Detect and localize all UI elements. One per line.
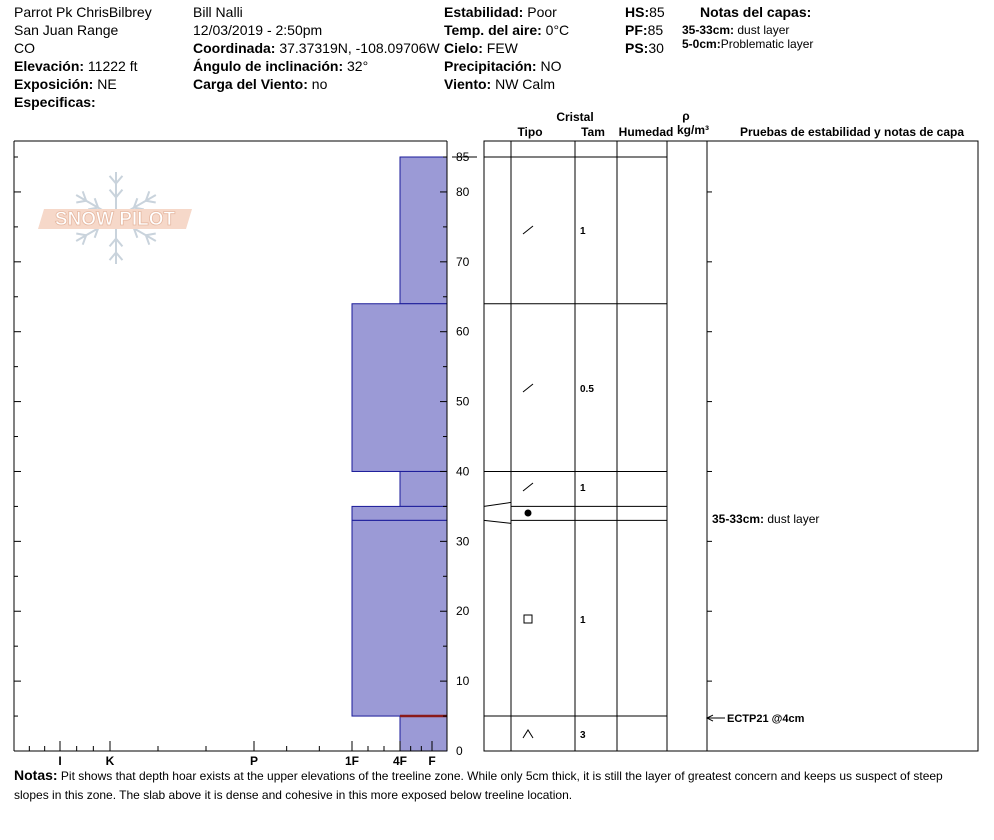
air-temperature: [444, 22, 569, 39]
hardness-bar: [352, 304, 447, 472]
depth-tick-label: 85: [456, 150, 470, 164]
hardness-bar: [400, 157, 447, 304]
air-temperature-value: 0°C: [545, 22, 570, 38]
observation-datetime: 12/03/2019 - 2:50pm: [193, 22, 323, 38]
facet-crystal-icon: [523, 226, 533, 234]
wind-label: Viento:: [444, 76, 492, 92]
depth-tick-label: 10: [456, 674, 470, 689]
depth-hoar-icon: [523, 730, 533, 738]
location-name: Parrot Pk ChrisBilbrey: [14, 4, 152, 20]
total-snow-height: [625, 4, 665, 21]
stability-test-label: ECTP21 @4cm: [727, 713, 805, 726]
ps-label: PS:: [625, 40, 649, 56]
hardness-bar: [352, 506, 447, 520]
crystal-header: Cristal: [556, 110, 594, 124]
hardness-tick-label: P: [249, 754, 259, 768]
elevation: [14, 58, 137, 75]
ice-layer-icon: [525, 510, 532, 517]
type-header: Tipo: [517, 125, 543, 139]
pf-label: PF:: [625, 22, 648, 38]
layer-note-range: 5-0cm:: [682, 37, 721, 51]
depth-tick-label: 40: [456, 464, 470, 479]
layer-table-frame: [484, 141, 978, 751]
elevation-value: 11222 ft: [87, 58, 138, 74]
hardness-bar: [352, 520, 447, 716]
observer-name: Bill Nalli: [193, 4, 243, 20]
layer-note-text: dust layer: [737, 23, 790, 37]
pit-depth: [625, 22, 663, 39]
density-unit-header: kg/m³: [676, 123, 710, 137]
crystal-size: 3: [580, 730, 586, 741]
wind-loading: [193, 76, 327, 93]
size-header: Tam: [581, 125, 605, 139]
crystal-size: 1: [580, 483, 586, 494]
precipitation-label: Precipitación:: [444, 58, 537, 74]
sky-cover-value: FEW: [486, 40, 518, 56]
faceted-crystal-icon: [524, 615, 532, 623]
depth-tick-label: 50: [456, 394, 470, 409]
elevation-label: Elevación:: [14, 58, 85, 74]
layer-notes-title: Notas del capas:: [700, 4, 812, 20]
coordinates-value: 37.37319N, -108.09706W: [279, 40, 440, 56]
hs-label: HS:: [625, 4, 650, 20]
hardness-bar: [400, 471, 447, 506]
table-connector-line: [484, 502, 511, 506]
crystal-size: 1: [580, 226, 586, 237]
hardness-bar: [400, 716, 447, 751]
stability: [444, 4, 557, 21]
air-temperature-label: Temp. del aire:: [444, 22, 542, 38]
stability-label: Estabilidad:: [444, 4, 524, 20]
wind-loading-label: Carga del Viento:: [193, 76, 308, 92]
tests-header: Pruebas de estabilidad y notas de capa: [739, 125, 965, 139]
stability-value: Poor: [527, 4, 557, 20]
aspect-label: Exposición:: [14, 76, 94, 92]
layer-annotation: [712, 512, 819, 526]
layer-annotation-range: 35-33cm:: [712, 512, 768, 526]
wind-value: NW Calm: [495, 76, 555, 92]
depth-tick-label: 20: [456, 604, 470, 619]
hardness-tick-label: 4F: [392, 754, 408, 768]
logo-text: SNOW PILOT: [54, 209, 176, 230]
precipitation: [444, 58, 561, 75]
hardness-tick-label: K: [105, 754, 115, 768]
sky-cover-label: Cielo:: [444, 40, 483, 56]
layer-note-1: [682, 23, 789, 37]
coordinates: [193, 40, 440, 57]
sky-cover: [444, 40, 518, 57]
mountain-range: San Juan Range: [14, 22, 119, 38]
layer-note-text: Problematic layer: [720, 37, 814, 51]
pf-value: 85: [647, 22, 664, 38]
hardness-tick-label: F: [428, 754, 436, 768]
crystal-size: 1: [580, 615, 586, 626]
slope-angle: [193, 58, 368, 75]
ps-value: 30: [648, 40, 664, 56]
layer-note-range: 35-33cm:: [682, 23, 735, 37]
penetration: [625, 40, 664, 57]
depth-tick-label: 0: [456, 744, 463, 758]
slope-angle-label: Ángulo de inclinación:: [193, 58, 344, 74]
notes-label: Notas:: [14, 767, 58, 783]
crystal-size: 0.5: [580, 384, 594, 395]
facet-crystal-icon: [523, 384, 533, 392]
coordinates-label: Coordinada:: [193, 40, 276, 56]
depth-tick-label: 30: [456, 534, 470, 549]
state: CO: [14, 40, 35, 56]
aspect: [14, 76, 117, 93]
specifics-label: Especificas:: [14, 94, 96, 110]
facet-crystal-icon: [523, 483, 533, 491]
layer-note-2: [682, 37, 813, 51]
notes-text: Pit shows that depth hoar exists at the upper elevations of the treeline zone. While only 5cm thick, it is still the layer of greatest concern and keeps us suspect of steep slopes in this zone. The slab above it is dense and cohesive in this more exposed below treeline location.: [14, 769, 943, 802]
precipitation-value: NO: [540, 58, 562, 74]
hs-value: 85: [649, 4, 665, 20]
layer-annotation-text: dust layer: [767, 512, 820, 526]
wind: [444, 76, 555, 93]
table-connector-line: [484, 520, 511, 523]
moisture-header: Humedad: [618, 125, 674, 139]
depth-tick-label: 60: [456, 324, 470, 339]
wind-loading-value: no: [311, 76, 328, 92]
depth-tick-label: 80: [456, 184, 470, 199]
aspect-value: NE: [97, 76, 117, 92]
depth-tick-label: 70: [456, 254, 470, 269]
hardness-tick-label: I: [58, 754, 62, 768]
rho-header: ρ: [682, 109, 690, 123]
pit-notes: [14, 766, 974, 805]
slope-angle-value: 32°: [347, 58, 369, 74]
hardness-tick-label: 1F: [344, 754, 360, 768]
